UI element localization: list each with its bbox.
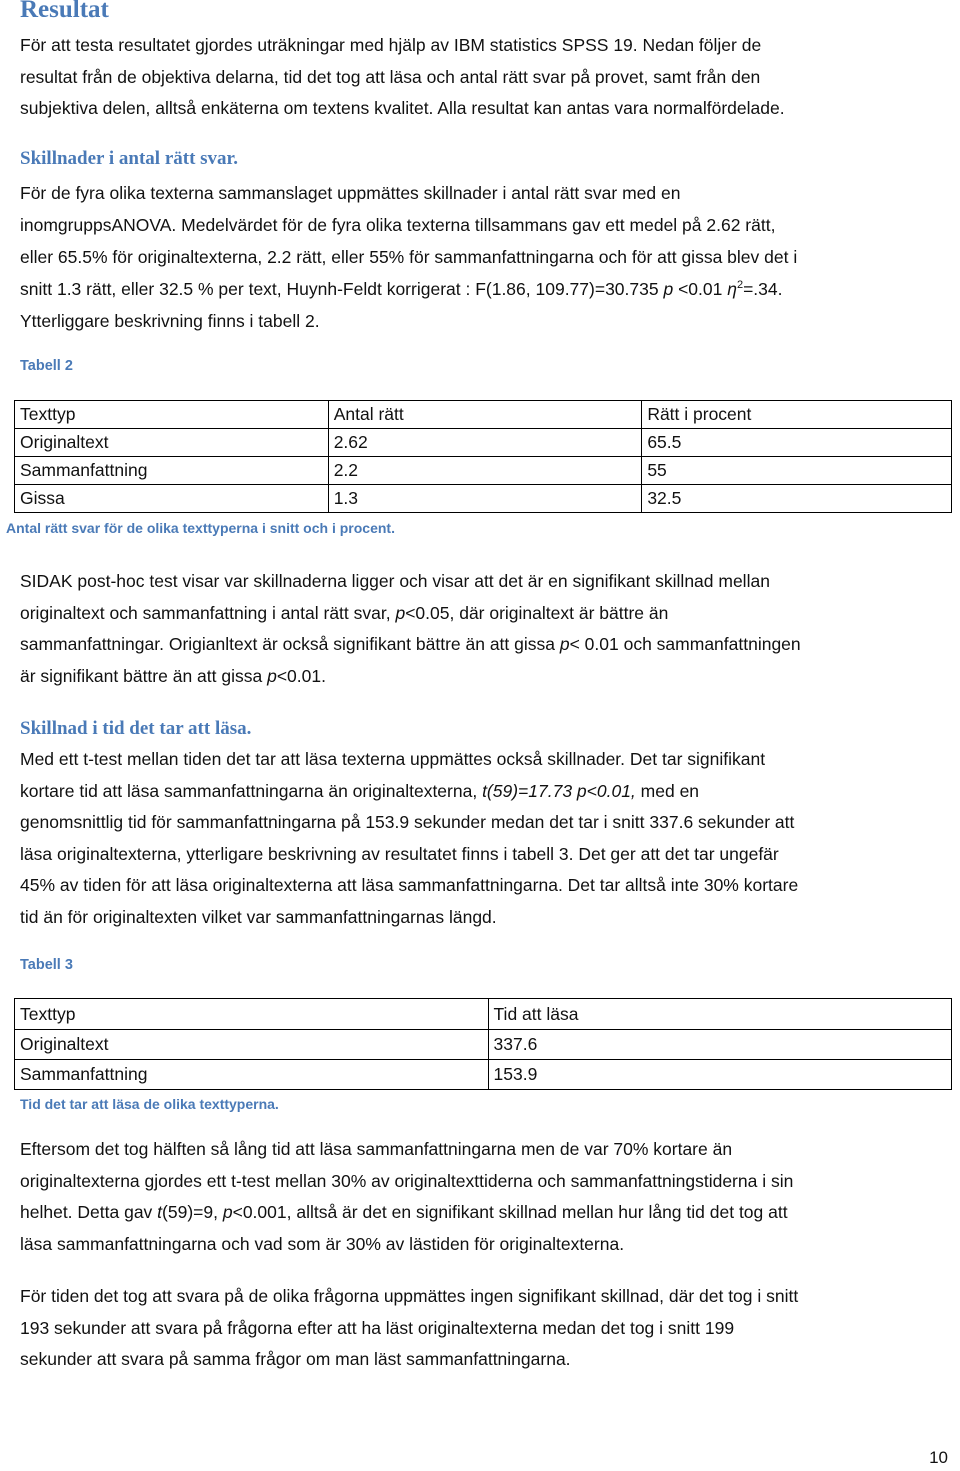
response-line-3: sekunder att svara på samma frågor om man läst sammanfattningarna. xyxy=(20,1349,571,1369)
comparison-paragraph xyxy=(20,1134,950,1260)
anova-line-1: För de fyra olika texterna sammanslaget uppmättes skillnader i antal rätt svar med en xyxy=(20,183,681,203)
table-cell: 1.3 xyxy=(328,485,642,513)
table3-caption: Tid det tar att läsa de olika texttyperna. xyxy=(20,1096,279,1112)
table-cell: Sammanfattning xyxy=(15,1060,489,1090)
table-2 xyxy=(14,400,952,513)
comparison-line-1: Eftersom det tog hälften så lång tid att läsa sammanfattningarna men de var 70% kortare än xyxy=(20,1139,733,1159)
anova-line-2: inomgruppsANOVA. Medelvärdet för de fyra olika texterna tillsammans gav ett medel på 2.62 rätt, xyxy=(20,215,776,235)
response-line-1: För tiden det tog att svara på de olika frågorna uppmättes ingen signifikant skillnad, där det tog i snitt xyxy=(20,1286,799,1306)
ttest-line-1: Med ett t-test mellan tiden det tar att läsa texterna uppmättes också skillnader. Det tar signifikant xyxy=(20,749,766,769)
table-header-cell: Texttyp xyxy=(15,999,489,1030)
table-cell: Gissa xyxy=(15,485,329,513)
comparison-line-3: helhet. Detta gav t(59)=9, p<0.001, alltså är det en signifikant skillnad mellan hur lång tid det tog att xyxy=(20,1202,788,1222)
intro-line-3: subjektiva delen, alltså enkäterna om textens kvalitet. Alla resultat kan antas vara normalfördelade. xyxy=(20,98,785,118)
table-cell: 32.5 xyxy=(642,485,952,513)
response-line-2: 193 sekunder att svara på frågorna efter att ha läst originaltexterna medan det tog i snitt 199 xyxy=(20,1317,735,1338)
table-header-cell: Texttyp xyxy=(15,401,329,429)
ttest-line-4: läsa originaltexterna, ytterligare beskrivning av resultatet finns i tabell 3. Det ger att det tar ungefär xyxy=(20,843,779,864)
table-cell: 65.5 xyxy=(642,429,952,457)
table-cell: 2.2 xyxy=(328,457,642,485)
ttest-line-2: kortare tid att läsa sammanfattningarna än originaltexterna, t(59)=17.73 p<0.01, med en xyxy=(20,780,700,801)
table-3 xyxy=(14,998,952,1090)
comparison-line-4: läsa sammanfattningarna och vad som är 30% av lästiden för originaltexterna. xyxy=(20,1233,625,1254)
anova-line-5: Ytterliggare beskrivning finns i tabell 2. xyxy=(20,311,320,331)
table-row xyxy=(15,429,952,457)
table-row xyxy=(15,1060,952,1090)
anova-line-3: eller 65.5% för originaltexterna, 2.2 rätt, eller 55% för sammanfattningarna och för att gissa blev det i xyxy=(20,247,798,267)
table-cell: Originaltext xyxy=(15,429,329,457)
table-row xyxy=(15,1030,952,1060)
table3-label: Tabell 3 xyxy=(20,957,73,973)
anova-paragraph xyxy=(20,177,950,337)
table-header-cell: Rätt i procent xyxy=(642,401,952,429)
table-cell: 55 xyxy=(642,457,952,485)
sidak-line-4: är signifikant bättre än att gissa p<0.01. xyxy=(20,665,326,686)
table-header-row xyxy=(15,401,952,429)
comparison-line-2: originaltexterna gjordes ett t-test mellan 30% av originaltexttiderna och sammanfattningstiderna i sin xyxy=(20,1170,794,1191)
intro-line-1: För att testa resultatet gjordes uträkningar med hjälp av IBM statistics SPSS 19. Nedan följer de xyxy=(20,35,762,55)
table-row xyxy=(15,457,952,485)
table-cell: 337.6 xyxy=(488,1030,951,1060)
sidak-paragraph xyxy=(20,566,950,692)
anova-line-4: snitt 1.3 rätt, eller 32.5 % per text, Huynh-Feldt korrigerat : F(1.86, 109.77)=30.735 p <0.01 $\eta^2=.34$. xyxy=(20,279,783,299)
ttest-line-5: 45% av tiden för att läsa originaltexterna att läsa sammanfattningarna. Det tar alltså inte 30% kortare xyxy=(20,875,799,895)
table-cell: Originaltext xyxy=(15,1030,489,1060)
sidak-line-2: originaltext och sammanfattning i antal rätt svar, p<0.05, där originaltext är bättre än xyxy=(20,602,669,623)
response-time-paragraph xyxy=(20,1281,950,1376)
sidak-line-3: sammanfattningar. Origianltext är också signifikant bättre än att gissa p< 0.01 och sammanfattningen xyxy=(20,634,801,654)
table-cell: Sammanfattning xyxy=(15,457,329,485)
ttest-line-3: genomsnittlig tid för sammanfattningarna på 153.9 sekunder medan det tar i snitt 337.6 sekunder att xyxy=(20,812,795,832)
ttest-paragraph xyxy=(20,744,950,933)
intro-paragraph xyxy=(20,30,950,125)
table-header-cell: Tid att läsa xyxy=(488,999,951,1030)
table2-label: Tabell 2 xyxy=(20,358,73,374)
intro-line-2: resultat från de objektiva delarna, tid det tog att läsa och antal rätt svar på provet, samt från den xyxy=(20,66,761,87)
table-row xyxy=(15,485,952,513)
subheading-antal-ratt: Skillnader i antal rätt svar. xyxy=(20,148,238,169)
ttest-line-6: tid än för originaltexten vilket var sammanfattningarnas längd. xyxy=(20,906,497,927)
table2-caption: Antal rätt svar för de olika texttyperna i snitt och i procent. xyxy=(6,520,395,536)
sidak-line-1: SIDAK post-hoc test visar var skillnaderna ligger och visar att det är en signifikant skillnad mellan xyxy=(20,571,770,591)
table-cell: 2.62 xyxy=(328,429,642,457)
section-heading-resultat: Resultat xyxy=(20,0,109,23)
table-header-cell: Antal rätt xyxy=(328,401,642,429)
page-number: 10 xyxy=(929,1448,948,1467)
table-header-row xyxy=(15,999,952,1030)
table-cell: 153.9 xyxy=(488,1060,951,1090)
subheading-tid: Skillnad i tid det tar att läsa. xyxy=(20,718,252,739)
